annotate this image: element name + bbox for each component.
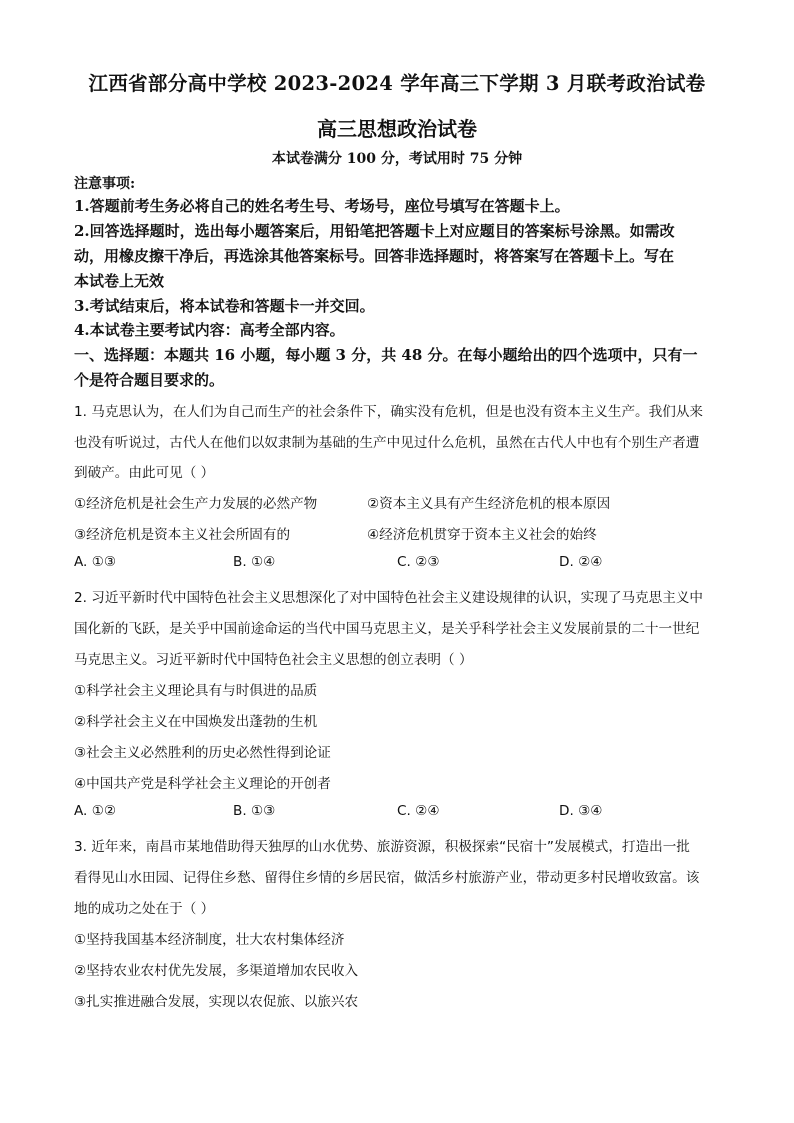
section-heading: 个是符合题目要求的。 xyxy=(74,371,225,389)
question-3-stem: 看得见山水田园、记得住乡愁、留得住乡情的乡居民宿，做活乡村旅游产业，带动更多村民增收致富。该 xyxy=(74,870,700,886)
question-1-statement: ①经济危机是社会生产力发展的必然产物 xyxy=(74,496,318,512)
exam-subtitle: 高三思想政治试卷 xyxy=(317,117,477,141)
question-2-choice-a: A. ①② xyxy=(74,803,117,819)
exam-meta: 本试卷满分 100 分，考试用时 75 分钟 xyxy=(271,151,523,167)
question-2-stem: 国化新的飞跃，是关乎中国前途命运的当代中国马克思主义，是关乎科学社会主义发展前景的二十一世纪 xyxy=(74,621,700,637)
question-2-statement: ②科学社会主义在中国焕发出蓬勃的生机 xyxy=(74,714,318,730)
question-1-statement: ②资本主义具有产生经济危机的根本原因 xyxy=(367,496,611,512)
notice-line: 3.考试结束后，将本试卷和答题卡一并交回。 xyxy=(74,297,375,315)
question-3-stem: 3. 近年来，南昌市某地借助得天独厚的山水优势、旅游资源，积极探索“民宿十”发展模式，打造出一批 xyxy=(74,839,690,855)
question-1-statement: ③经济危机是资本主义社会所固有的 xyxy=(74,527,291,543)
section-heading: 一、选择题：本题共 16 小题，每小题 3 分，共 48 分。在每小题给出的四个选项中，只有一 xyxy=(74,346,698,364)
question-1-stem: 1. 马克思认为，在人们为自己而生产的社会条件下，确实没有危机，但是也没有资本主义生产。我们从来 xyxy=(74,404,704,420)
question-1-choice-d: D. ②④ xyxy=(559,554,603,570)
notice-line: 4.本试卷主要考试内容：高考全部内容。 xyxy=(74,321,345,339)
question-2-choice-b: B. ①③ xyxy=(233,803,276,819)
question-2-stem: 2. 习近平新时代中国特色社会主义思想深化了对中国特色社会主义建设规律的认识，实现了马克思主义中 xyxy=(74,590,704,606)
notice-line: 动，用橡皮擦干净后，再选涂其他答案标号。回答非选择题时，将答案写在答题卡上。写在 xyxy=(74,247,675,265)
question-3-statement: ②坚持农业农村优先发展，多渠道增加农民收入 xyxy=(74,963,359,979)
question-3-stem: 地的成功之处在于（ ） xyxy=(74,901,215,917)
question-1-statement: ④经济危机贯穿于资本主义社会的始终 xyxy=(367,527,597,543)
question-2-statement: ③社会主义必然胜利的历史必然性得到论证 xyxy=(74,745,331,761)
question-1-stem: 也没有听说过，古代人在他们以奴隶制为基础的生产中见过什么危机，虽然在古代人中也有个别生产者遭 xyxy=(74,435,700,451)
exam-title: 江西省部分高中学校 2023-2024 学年高三下学期 3 月联考政治试卷 xyxy=(88,72,706,95)
question-2-statement: ①科学社会主义理论具有与时俱进的品质 xyxy=(74,683,318,699)
notice-line: 1.答题前考生务必将自己的姓名考生号、考场号，座位号填写在答题卡上。 xyxy=(74,197,570,215)
notice-line: 2.回答选择题时，选出每小题答案后，用铅笔把答题卡上对应题目的答案标号涂黑。如需改 xyxy=(74,222,675,240)
question-2-choice-d: D. ③④ xyxy=(559,803,603,819)
notice-line: 本试卷上无效 xyxy=(74,272,165,290)
question-1-choice-b: B. ①④ xyxy=(233,554,276,570)
question-2-choice-c: C. ②④ xyxy=(397,803,440,819)
question-1-choice-c: C. ②③ xyxy=(397,554,440,570)
question-3-statement: ③扎实推进融合发展，实现以农促旅、以旅兴农 xyxy=(74,994,359,1010)
question-1-stem: 到破产。由此可见（ ） xyxy=(74,465,215,481)
question-2-statement: ④中国共产党是科学社会主义理论的开创者 xyxy=(74,776,331,792)
question-1-choice-a: A. ①③ xyxy=(74,554,117,570)
question-2-stem: 马克思主义。习近平新时代中国特色社会主义思想的创立表明（ ） xyxy=(74,652,473,668)
question-3-statement: ①坚持我国基本经济制度，壮大农村集体经济 xyxy=(74,932,345,948)
notice-heading: 注意事项: xyxy=(74,176,136,192)
